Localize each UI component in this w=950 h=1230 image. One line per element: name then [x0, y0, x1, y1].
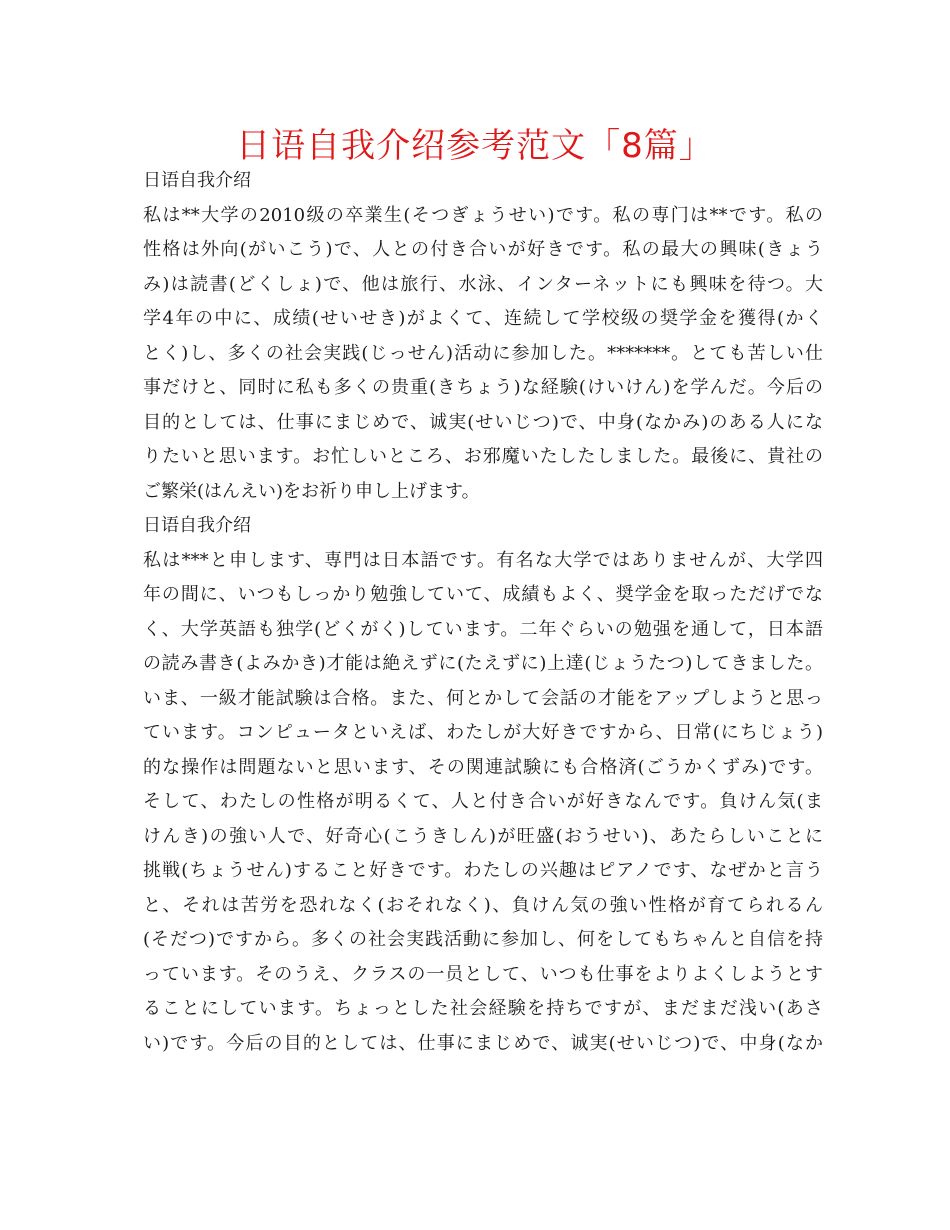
text-line: み)は読書(どくしょ)で、他は旅行、水泳、インターネットにも興味を待つ。大: [143, 273, 823, 295]
text-line: 性格は外向(がいこう)で、人との付き合いが好きです。私の最大の興味(きょう: [143, 239, 823, 260]
text-line: 日语自我介绍: [143, 170, 251, 191]
text-line: と、それは苦労を恐れなく(おそれなく)、負けん気の強い性格が育てられるん: [143, 894, 823, 916]
text-line: 日语自我介绍: [143, 515, 251, 536]
text-line: ています。コンピュータといえば、わたしが大好きですから、日常(にちじょう): [143, 722, 823, 743]
text-line: 学4年の中に、成绩(せいせき)がよくて、连続して学校级の奨学金を獲得(かく: [143, 308, 823, 329]
text-line: 私は**大学の2010级の卒業生(そつぎょうせい)です。私の専门は**です。私の: [143, 204, 823, 226]
text-line: 的な操作は問題ないと思います、その関連試験にも合格済(ごうかくずみ)です。: [143, 756, 823, 778]
document-title: 日语自我介绍参考范文「8篇」: [236, 126, 714, 166]
text-line: く、大学英語も独学(どくがく)しています。二年ぐらいの勉强を通して，日本語: [143, 618, 823, 640]
text-line: ご繁栄(はんえい)をお祈り申し上げます。: [143, 480, 480, 502]
text-line: いま、一級才能試験は合格。また、何とかして会話の才能をアップしようと思っ: [143, 687, 823, 709]
text-line: い)です。今后の目的としては、仕事にまじめで、诚実(せいじつ)で、中身(なか: [143, 1032, 823, 1054]
text-line: (そだつ)ですから。多くの社会実践活動に参加し、何をしてもちゃんと自信を持: [143, 929, 823, 950]
text-line: 目的としては、仕事にまじめで、诚実(せいじつ)で、中身(なかみ)のある人にな: [143, 411, 823, 433]
text-line: 挑戦(ちょうせん)すること好きです。わたしの兴趣はピアノです、なぜかと言う: [143, 860, 823, 881]
text-line: 年の間に、いつもしっかり勉強していて、成績もよく、奨学金を取っただげでな: [143, 584, 823, 605]
text-line: 事だけと、同时に私も多くの贵重(きちょう)な経験(けいけん)を学んだ。今后の: [143, 377, 823, 398]
text-line: の読み書き(よみかき)才能は絶えずに(たえずに)上達(じょうたつ)してきました。: [143, 653, 823, 674]
text-line: 私は***と申します、専門は日本語です。有名な大学ではありませんが、大学四: [143, 549, 823, 571]
text-line: りたいと思います。お忙しいところ、お邪魔いたしたしました。最後に、貴社の: [143, 446, 823, 467]
text-line: そして、わたしの性格が明るくて、人と付き合いが好きなんです。負けん気(ま: [143, 791, 823, 812]
text-line: とく)し、多くの社会実践(じっせん)活动に参加した。*******。とても苦しい仕: [143, 342, 823, 364]
text-line: けんき)の強い人で、好奇心(こうきしん)が旺盛(おうせい)、あたらしいことに: [143, 825, 823, 847]
text-line: ることにしています。ちょっとした社会経験を持ちですが、まだまだ浅い(あさ: [143, 998, 823, 1019]
document-body: [143, 164, 823, 1061]
text-line: っています。そのうえ、クラスの一员として、いつも仕事をよりよくしようとす: [143, 963, 823, 985]
